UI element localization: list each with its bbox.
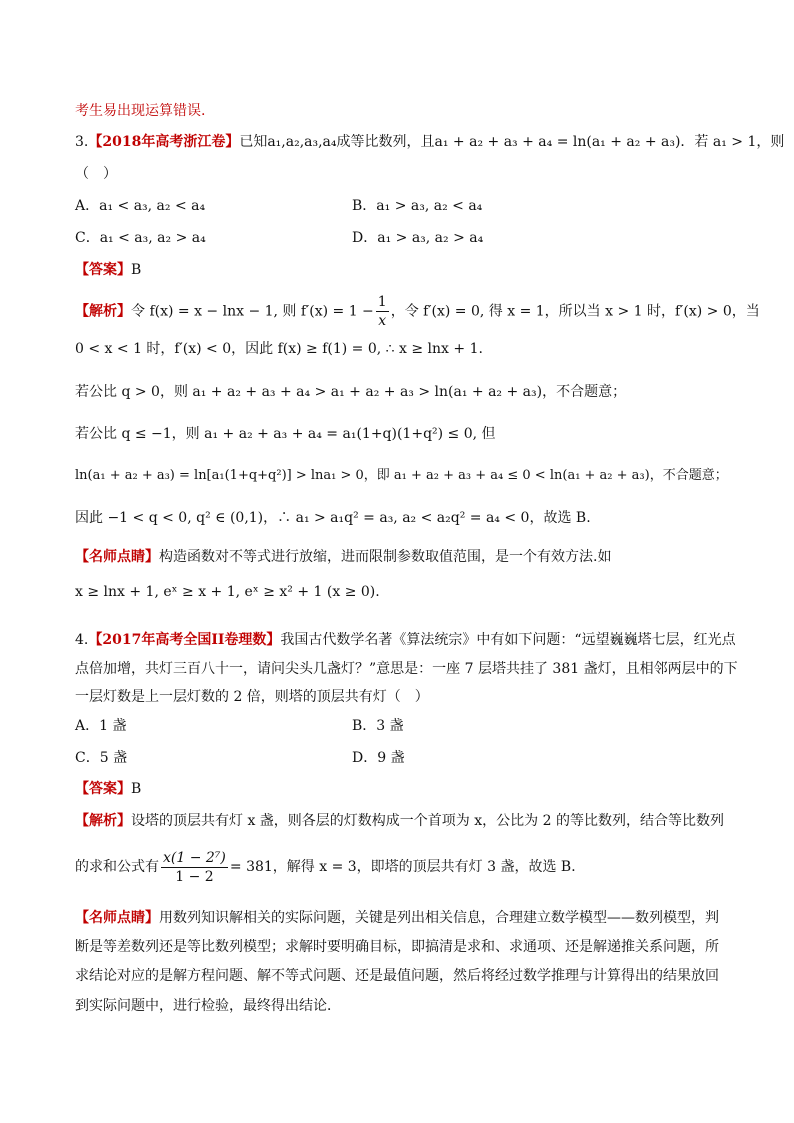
q4-option-d: D．9 盏 [352, 750, 405, 766]
q3-analysis-line1: 【解析】令 f(x) = x − lnx − 1, 则 f′(x) = 1 − $\frac{1}{x}$ ，令 f′(x) = 0, 得 x = 1，所以当 x > 1 时，f′(x) > 0，当 [75, 294, 760, 329]
q3-analysis-line5: ln(a₁ + a₂ + a₃) = ln[a₁(1+q+q²)] > lna₁ > 0，即 a₁ + a₂ + a₃ + a₄ ≤ 0 < ln(a₁ + a₂ + a₃)，不合题意； [75, 468, 728, 483]
top-note: 考生易出现运算错误. [75, 103, 206, 119]
q3-fraction: $\frac{1}{x}$ [377, 294, 387, 329]
q4-fraction: $\frac{\text{x(1 − 2⁷)}}{1 - 2}$ [163, 849, 226, 885]
q3-answer: 【答案】B [75, 262, 142, 278]
q3-analysis-line2: 0 < x < 1 时，f′(x) < 0，因此 f(x) ≥ f(1) = 0, ∴ x ≥ lnx + 1. [75, 341, 483, 357]
q4-tip-line2: 断是等差数列还是等比数列模型；求解时要明确目标，即搞清是求和、求通项、还是解递推关系问题，所 [75, 939, 719, 955]
q3-tip-line1: 【名师点睛】构造函数对不等式进行放缩，进而限制参数取值范围，是一个有效方法.如 [75, 549, 612, 565]
q3-tip-line2: x ≥ lnx + 1, eˣ ≥ x + 1, eˣ ≥ x² + 1 (x ≥ 0). [75, 584, 380, 600]
q3-stem-line2: （ ） [75, 166, 117, 182]
q3-source: 【2018年高考浙江卷】 [88, 134, 240, 150]
q4-option-b: B．3 盏 [352, 718, 404, 734]
q4-option-a: A．1 盏 [75, 718, 127, 734]
q4-option-c: C．5 盏 [75, 750, 128, 766]
q3-option-a: A．a₁ < a₃, a₂ < a₄ [75, 198, 206, 214]
q4-tip-line1: 【名师点睛】用数列知识解相关的实际问题，关键是列出相关信息，合理建立数学模型——数列模型，判 [75, 910, 719, 926]
q4-analysis-line1: 【解析】设塔的顶层共有灯 x 盏，则各层的灯数构成一个首项为 x，公比为 2 的等比数列，结合等比数列 [75, 813, 724, 829]
q3-analysis-line6: 因此 −1 < q < 0, q² ∈ (0,1)，∴ a₁ > a₁q² = a₃, a₂ < a₂q² = a₄ < 0，故选 B. [75, 510, 591, 526]
q3-analysis-line4: 若公比 q ≤ −1，则 a₁ + a₂ + a₃ + a₄ = a₁(1+q)(1+q²) ≤ 0, 但 [75, 426, 496, 442]
q4-tip-line4: 到实际问题中，进行检验，最终得出结论． [75, 998, 341, 1014]
q3-stem-line1: 3.【2018年高考浙江卷】已知a₁,a₂,a₃,a₄成等比数列，且a₁ + a₂ + a₃ + a₄ = ln(a₁ + a₂ + a₃)．若 a₁ > 1，则 [75, 134, 785, 150]
q4-stem-line3: 一层灯数是上一层灯数的 2 倍，则塔的顶层共有灯（ ） [75, 689, 429, 705]
q4-tip-line3: 求结论对应的是解方程问题、解不等式问题、还是最值问题，然后将经过数学推理与计算得出的结果放回 [75, 968, 719, 984]
q4-source: 【2017年高考全国II卷理数】 [88, 632, 281, 648]
q3-option-b: B．a₁ > a₃, a₂ < a₄ [352, 198, 483, 214]
q3-analysis-line3: 若公比 q > 0，则 a₁ + a₂ + a₃ + a₄ > a₁ + a₂ + a₃ > ln(a₁ + a₂ + a₃)，不合题意； [75, 384, 627, 400]
q3-option-c: C．a₁ < a₃, a₂ > a₄ [75, 230, 206, 246]
q4-analysis-line2: 的求和公式有 $\frac{\text{x(1 − 2⁷)}}{1 - 2}$ = 381，解得 x = 3，即塔的顶层共有灯 3 盏，故选 B． [75, 849, 586, 885]
q3-option-d: D．a₁ > a₃, a₂ > a₄ [352, 230, 484, 246]
q4-stem-line1: 4.【2017年高考全国II卷理数】我国古代数学名著《算法统宗》中有如下问题：“远望巍巍塔七层，红光点 [75, 632, 736, 648]
q4-answer: 【答案】B [75, 781, 142, 797]
q4-stem-line2: 点倍加增，共灯三百八十一，请问尖头几盏灯？”意思是：一座 7 层塔共挂了 381 盏灯，且相邻两层中的下 [75, 661, 738, 677]
